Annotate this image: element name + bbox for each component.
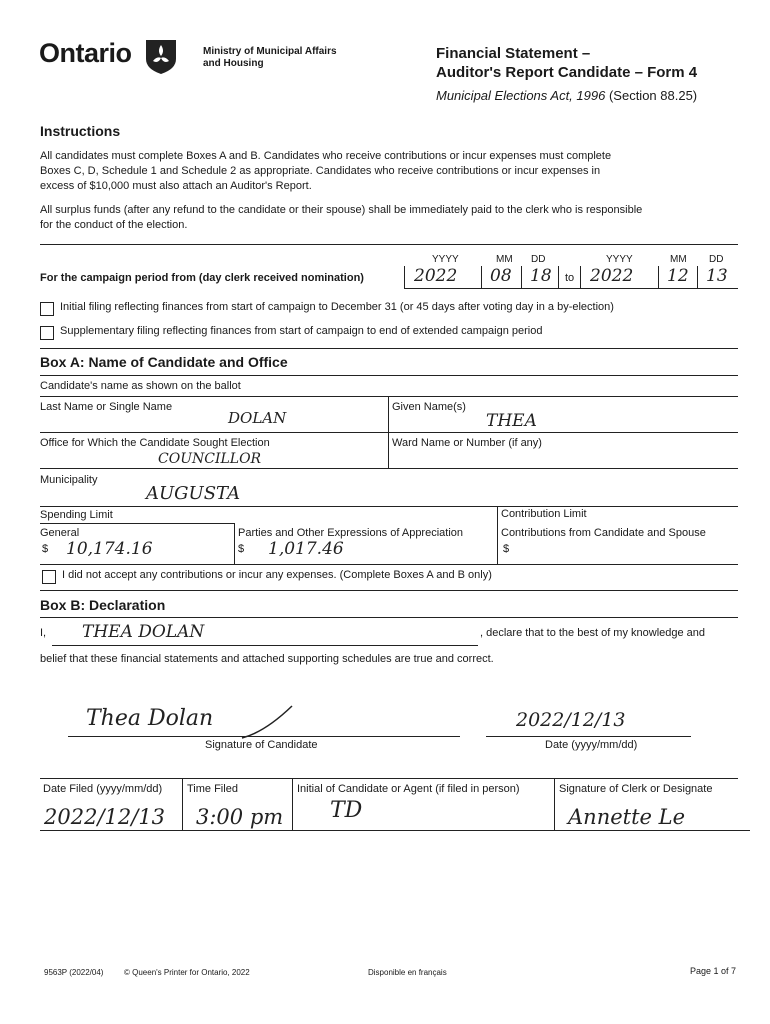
office-field[interactable]: COUNCILLOR: [158, 451, 262, 467]
divider: [658, 266, 659, 288]
declarant-prefix: I,: [40, 627, 47, 639]
divider: [40, 375, 738, 376]
divider: [40, 244, 738, 245]
ministry-line-2: and Housing: [203, 58, 264, 69]
act-name: Municipal Elections Act, 1996: [436, 88, 606, 103]
yyyy-label: YYYY: [432, 254, 459, 265]
instructions-heading: Instructions: [40, 123, 121, 139]
belief-text: belief that these financial statements and attached supporting schedules are true and correct.: [40, 653, 494, 665]
clerk-signature-field[interactable]: Annette Le: [568, 805, 685, 829]
supplementary-filing-checkbox[interactable]: [40, 326, 54, 340]
text-line: All surplus funds (after any refund to the candidate or their spouse) shall be immediately paid to the clerk who is responsible: [40, 204, 643, 216]
box-b-heading: Box B: Declaration: [40, 597, 166, 613]
municipality-label: Municipality: [40, 474, 98, 486]
box-a-heading: Box A: Name of Candidate and Office: [40, 354, 288, 370]
signature-label: Signature of Candidate: [205, 739, 318, 751]
text-line: for the conduct of the election.: [40, 219, 188, 231]
text-line: Boxes C, D, Schedule 1 and Schedule 2 as appropriate. Candidates who receive contributions or incur expenses in: [40, 165, 601, 177]
declarant-underline: [52, 645, 478, 646]
mm-label: MM: [496, 254, 513, 265]
currency-symbol: $: [238, 543, 245, 555]
divider: [40, 778, 738, 779]
divider: [40, 564, 738, 565]
from-day-field[interactable]: 18: [530, 266, 552, 286]
from-year-field[interactable]: 2022: [414, 266, 458, 286]
campaign-period-label: For the campaign period from (day clerk received nomination): [40, 272, 364, 284]
general-label: General: [40, 527, 80, 539]
date-filed-label: Date Filed (yyyy/mm/dd): [43, 783, 163, 795]
logo-wordmark: Ontario: [39, 38, 132, 68]
candidate-signature[interactable]: Thea Dolan: [86, 706, 214, 731]
instructions-paragraph-2: [40, 203, 642, 233]
date-filed-field[interactable]: 2022/12/13: [44, 805, 166, 829]
text-line: excess of $10,000 must also attach an Auditor's Report.: [40, 180, 312, 192]
municipality-field[interactable]: AUGUSTA: [146, 483, 241, 504]
time-filed-field[interactable]: 3:00 pm: [196, 805, 284, 829]
general-spending-field[interactable]: 10,174.16: [66, 539, 153, 559]
copyright-text: © Queen's Printer for Ontario, 2022: [124, 968, 250, 977]
act-section: (Section 88.25): [608, 88, 698, 103]
initial-filing-label: Initial filing reflecting finances from start of campaign to December 31 (or 45 days after voting day in a by-election): [60, 301, 614, 313]
parties-spending-field[interactable]: 1,017.46: [268, 539, 344, 559]
yyyy-label: YYYY: [606, 254, 633, 265]
clerk-signature-label: Signature of Clerk or Designate: [559, 783, 713, 795]
divider: [40, 523, 235, 524]
currency-symbol: $: [503, 543, 510, 555]
dd-label: DD: [531, 254, 546, 265]
date-line: [486, 736, 691, 737]
spending-limit-label: Spending Limit: [40, 509, 113, 521]
page-number: Page 1 of 7: [690, 966, 737, 976]
no-contributions-checkbox[interactable]: [42, 570, 56, 584]
ministry-line-1: Ministry of Municipal Affairs: [203, 46, 337, 57]
divider: [404, 288, 738, 289]
currency-symbol: $: [42, 543, 49, 555]
contributions-label: Contributions from Candidate and Spouse: [501, 527, 706, 539]
instructions-paragraph-1: [40, 149, 611, 194]
from-month-field[interactable]: 08: [490, 266, 512, 286]
supplementary-filing-label: Supplementary filing reflecting finances from start of campaign to end of extended campaign period: [60, 325, 543, 337]
to-day-field[interactable]: 13: [706, 266, 728, 286]
declaration-date-field[interactable]: 2022/12/13: [516, 709, 626, 731]
dd-label: DD: [709, 254, 724, 265]
time-filed-label: Time Filed: [187, 783, 238, 795]
divider: [521, 266, 522, 288]
declarant-name-field[interactable]: THEA DOLAN: [82, 622, 205, 642]
signature-line: [68, 736, 460, 737]
divider: [554, 778, 555, 830]
divider: [404, 266, 405, 288]
office-label: Office for Which the Candidate Sought Election: [40, 437, 270, 449]
divider: [40, 468, 738, 469]
last-name-label: Last Name or Single Name: [40, 401, 173, 413]
ward-label: Ward Name or Number (if any): [392, 437, 542, 449]
divider: [40, 348, 738, 349]
divider: [558, 266, 559, 288]
initial-filing-checkbox[interactable]: [40, 302, 54, 316]
initial-label: Initial of Candidate or Agent (if filed in person): [297, 783, 520, 795]
ministry-name: [203, 46, 337, 70]
to-month-field[interactable]: 12: [667, 266, 689, 286]
contribution-limit-label: Contribution Limit: [501, 508, 587, 520]
divider: [580, 266, 581, 288]
no-contributions-label: I did not accept any contributions or incur any expenses. (Complete Boxes A and B only): [62, 569, 492, 581]
parties-label: Parties and Other Expressions of Appreciation: [238, 527, 464, 539]
initial-field[interactable]: TD: [330, 798, 363, 823]
to-label: to: [565, 272, 575, 284]
divider: [40, 506, 738, 507]
form-number: 9563P (2022/04): [44, 968, 104, 977]
date-label: Date (yyyy/mm/dd): [545, 739, 638, 751]
divider: [40, 396, 738, 397]
divider: [497, 506, 498, 564]
form-title-line-1: Financial Statement –: [436, 45, 591, 62]
ontario-logo: [39, 38, 132, 69]
divider: [481, 266, 482, 288]
divider: [234, 523, 235, 564]
form-title: [436, 44, 697, 82]
form-title-line-2: Auditor's Report Candidate – Form 4: [436, 64, 698, 81]
divider: [40, 617, 738, 618]
given-name-field[interactable]: THEA: [486, 411, 537, 431]
act-reference: [436, 88, 697, 103]
divider: [182, 778, 183, 830]
text-line: All candidates must complete Boxes A and B. Candidates who receive contributions or incur expenses must complete: [40, 150, 612, 162]
french-version-link[interactable]: Disponible en français: [368, 968, 447, 977]
divider: [40, 830, 750, 831]
ballot-name-label: Candidate's name as shown on the ballot: [40, 380, 241, 392]
last-name-field[interactable]: DOLAN: [228, 409, 287, 427]
mm-label: MM: [670, 254, 687, 265]
divider: [40, 590, 738, 591]
trillium-icon: [143, 37, 179, 75]
to-year-field[interactable]: 2022: [590, 266, 634, 286]
declaration-text: , declare that to the best of my knowledge and: [480, 627, 706, 639]
divider: [40, 432, 738, 433]
given-name-label: Given Name(s): [392, 401, 466, 413]
divider: [292, 778, 293, 830]
divider: [697, 266, 698, 288]
